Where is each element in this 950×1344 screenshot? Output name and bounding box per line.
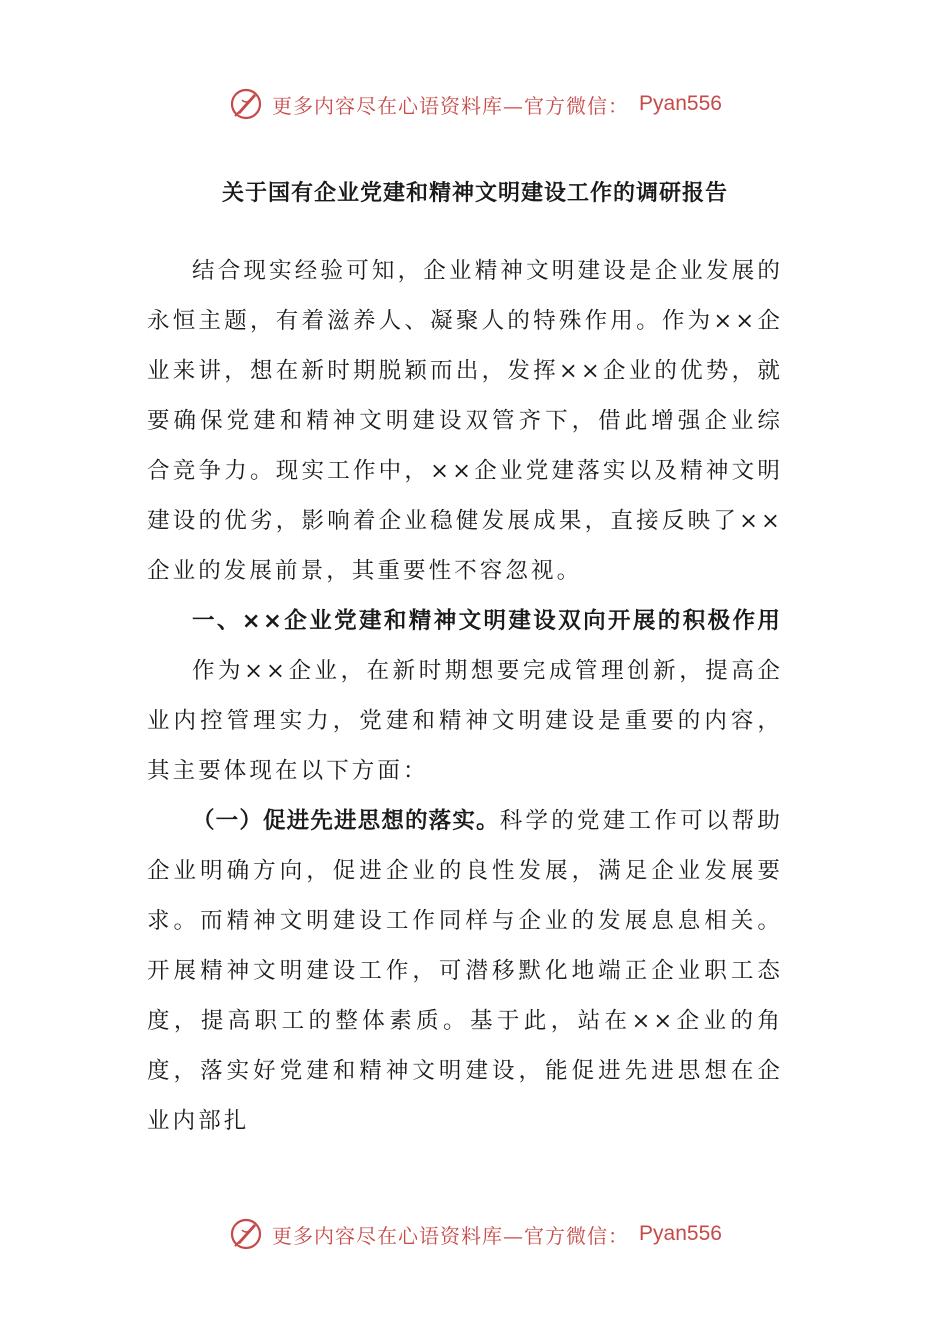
section-1-intro-paragraph: 作为××企业，在新时期想要完成管理创新，提高企业内控管理实力，党建和精神文明建设是重要的内容，其主要体现在以下方面： [147,658,783,784]
intro-paragraph: 结合现实经验可知，企业精神文明建设是企业发展的永恒主题，有着滋养人、凝聚人的特殊作用。作为××企业来讲，想在新时期脱颖而出，发挥××企业的优势，就要确保党建和精神文明建设双管齐下，借此增强企业综合竞争力。现实工作中，××企业党建落实以及精神文明建设的优劣，影响着企业稳健发展成果，直接反映了××企业的发展前景，其重要性不容忽视。 [147,258,783,584]
watermark-text: 更多内容尽在心语资料库—官方微信： [272,93,630,118]
watermark-header [0,80,950,128]
quill-logo-icon [228,86,264,122]
watermark-text: 更多内容尽在心语资料库—官方微信： [272,1223,630,1248]
watermark-wechat-id: Pyan556 [639,92,722,115]
point-1-text: 科学的党建工作可以帮助企业明确方向，促进企业的良性发展，满足企业发展要求。而精神文明建设工作同样与企业的发展息息相关。开展精神文明建设工作，可潜移默化地端正企业职工态度，提高职工的整体素质。基于此，站在××企业的角度，落实好党建和精神文明建设，能促进先进思想在企业内部扎 [147,808,783,1134]
document-title: 关于国有企业党建和精神文明建设工作的调研报告 [221,181,728,206]
section-heading-1: 一、××企业党建和精神文明建设双向开展的积极作用 [192,608,783,634]
point-1-lead: （一）促进先进思想的落实。 [192,808,500,834]
watermark-footer [0,1210,950,1258]
watermark-wechat-id: Pyan556 [639,1222,722,1245]
point-1-paragraph [147,796,783,1146]
quill-logo-icon [228,1216,264,1252]
document-body [147,246,783,1146]
